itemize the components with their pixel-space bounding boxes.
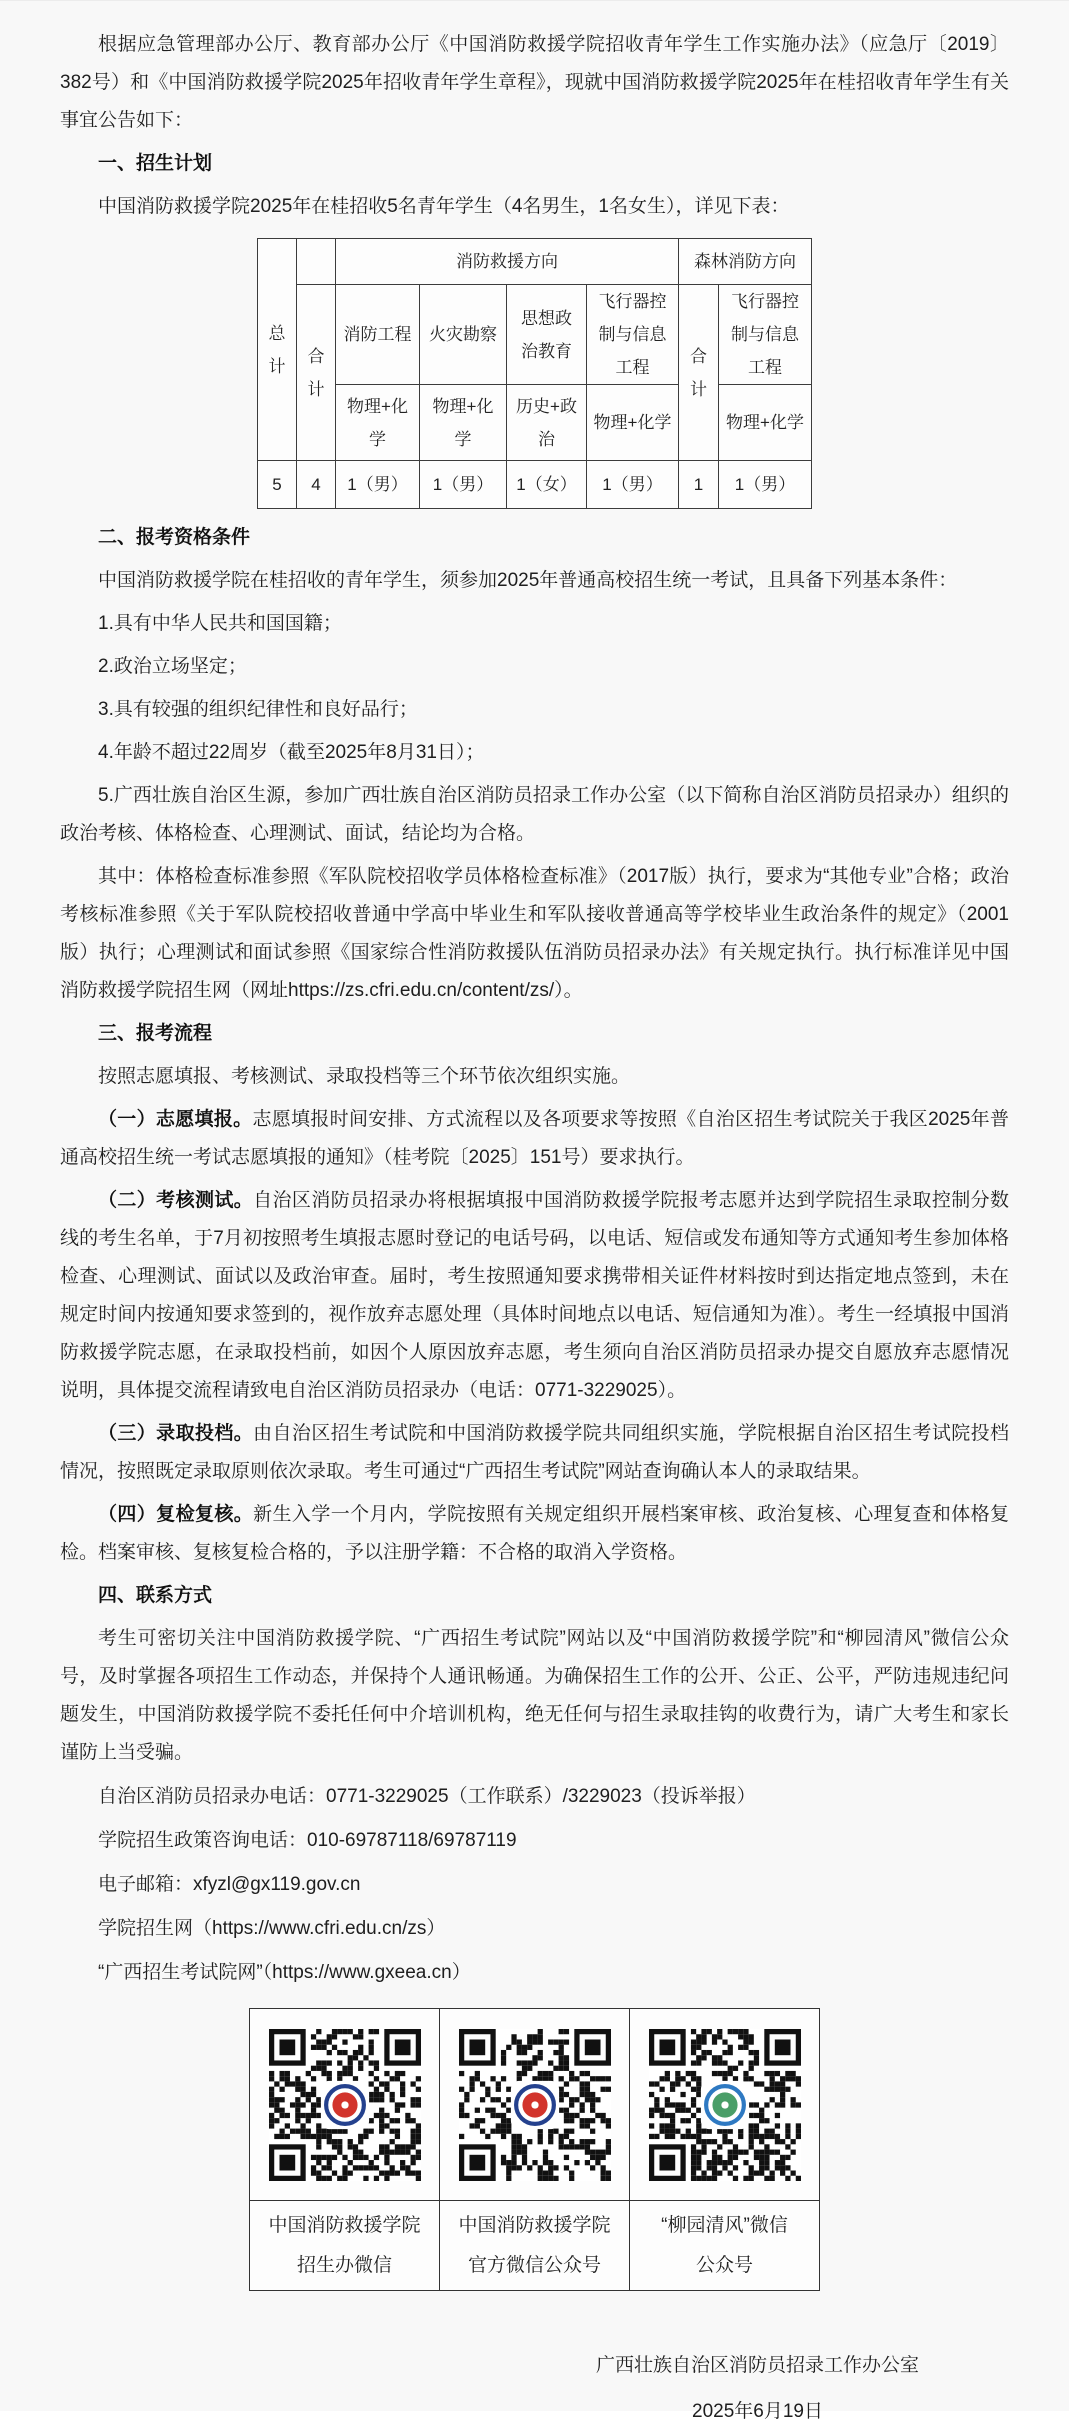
qr-cell xyxy=(250,2009,440,2201)
qr-caption xyxy=(630,2201,820,2291)
condition-item-5: 5.广西壮族自治区生源，参加广西壮族自治区消防员招录工作办公室（以下简称自治区消防员招录办）组织的政治考核、体格检查、心理测试、面试，结论均为合格。 xyxy=(60,785,1009,844)
qr-caption-line: 公众号 xyxy=(695,2254,753,2276)
section1-heading: 一、招生计划 xyxy=(98,153,213,174)
plan-quota-cell: 1（男） xyxy=(587,461,679,509)
step-label: （二）考核测试。 xyxy=(98,1190,254,1211)
plan-major-fire-engineering: 消防工程 xyxy=(336,285,420,385)
plan-quota-cell: 1（男） xyxy=(336,461,420,509)
plan-major-ideological-education: 思想政治教育 xyxy=(507,285,587,385)
section3-heading: 三、报考流程 xyxy=(98,1023,213,1044)
section4-paragraph: 考生可密切关注中国消防救援学院、“广西招生考试院”网站以及“中国消防救援学院”和“柳园清风”微信公众号，及时掌握各项招生工作动态，并保持个人通讯畅通。为确保招生工作的公开、公正、公平，严防违规违纪问题发生，中国消防救援学院不委托任何中介培训机构，绝无任何与招生录取挂钩的收费行为，请广大考生和家长谨防上当受骗。 xyxy=(60,1628,1009,1763)
section1-intro: 中国消防救援学院2025年在桂招收5名青年学生（4名男生，1名女生），详见下表： xyxy=(98,196,790,217)
qr-cell xyxy=(440,2009,630,2201)
table-row xyxy=(258,461,812,509)
signature-date: 2025年6月19日 xyxy=(692,2401,823,2422)
step-recheck-review xyxy=(60,1496,1009,1572)
qr-code-table xyxy=(249,2008,820,2291)
step-label: （四）复检复核。 xyxy=(98,1504,254,1525)
table-row xyxy=(250,2201,820,2291)
contact-phone-academy: 学院招生政策咨询电话：010-69787118/69787119 xyxy=(98,1830,517,1851)
plan-subtotal-fire-value: 4 xyxy=(297,461,336,509)
condition-item-2: 2.政治立场坚定； xyxy=(98,656,247,677)
plan-quota-cell: 1（男） xyxy=(719,461,812,509)
section3-intro: 按照志愿填报、考核测试、录取投档等三个环节依次组织实施。 xyxy=(98,1066,631,1087)
plan-quota-cell: 1（男） xyxy=(420,461,507,509)
step-label: （三）录取投档。 xyxy=(98,1423,254,1444)
plan-direction-fire-rescue: 消防救援方向 xyxy=(336,239,679,285)
condition-item-1: 1.具有中华人民共和国国籍； xyxy=(98,613,342,634)
plan-subtotal-forest-header: 合计 xyxy=(679,285,719,461)
section4-heading: 四、联系方式 xyxy=(98,1585,213,1606)
qr-caption xyxy=(250,2201,440,2291)
contact-email: 电子邮箱：xfyzl@gx119.gov.cn xyxy=(98,1874,361,1895)
qr-caption-line: 招生办微信 xyxy=(296,2254,392,2276)
intro-paragraph: 根据应急管理部办公厅、教育部办公厅《中国消防救援学院招收青年学生工作实施办法》（应急厅〔2019〕382号）和《中国消防救援学院2025年招收青年学生章程》，现就中国消防救援学院2025年在桂招收青年学生有关事宜公告如下： xyxy=(60,34,1009,131)
condition-note: 其中：体格检查标准参照《军队院校招收学员体格检查标准》（2017版）执行，要求为“其他专业”合格；政治考核标准参照《关于军队院校招收普通中学高中毕业生和军队接收普通高等学校毕业生政治条件的规定》（2001版）执行；心理测试和面试参照《国家综合性消防救援队伍消防员招录办法》有关规定执行。执行标准详见中国消防救援学院招生网（网址https://zs.cfri.edu.cn/content/zs/）。 xyxy=(60,866,1009,1001)
step-assessment-test xyxy=(60,1182,1009,1410)
table-row xyxy=(250,2009,820,2201)
qr-caption-line: 中国消防救援学院 xyxy=(268,2214,421,2236)
qr-code-official-wechat-icon xyxy=(459,2029,611,2181)
section2-heading: 二、报考资格条件 xyxy=(98,527,251,548)
signature-office: 广西壮族自治区消防员招录工作办公室 xyxy=(595,2355,919,2376)
plan-direction-forest-fire: 森林消防方向 xyxy=(679,239,812,285)
plan-major-aircraft-control-forest: 飞行器控制与信息工程 xyxy=(719,285,812,385)
contact-academy-website: 学院招生网（https://www.cfri.edu.cn/zs） xyxy=(98,1918,446,1939)
table-row xyxy=(258,239,812,285)
step-text: 新生入学一个月内，学院按照有关规定组织开展档案审核、政治复核、心理复查和体格复检。档案审核、复核复检合格的，予以注册学籍：不合格的取消入学资格。 xyxy=(60,1504,1009,1563)
contact-phone-recruit-office: 自治区消防员招录办电话：0771-3229025（工作联系）/3229023（投诉举报） xyxy=(98,1786,756,1807)
qr-code-liuyuan-qingfeng-icon xyxy=(649,2029,801,2181)
plan-subtotal-fire-header: 合计 xyxy=(297,285,336,461)
table-row xyxy=(258,285,812,385)
contact-gxeea-website: “广西招生考试院网”（https://www.gxeea.cn） xyxy=(98,1962,471,1983)
plan-major-fire-investigation: 火灾勘察 xyxy=(420,285,507,385)
plan-subjects-cell: 物理+化学 xyxy=(336,385,420,461)
step-label: （一）志愿填报。 xyxy=(98,1109,253,1130)
condition-item-3: 3.具有较强的组织纪律性和良好品行； xyxy=(98,699,418,720)
qr-caption xyxy=(440,2201,630,2291)
plan-empty-corner-cell xyxy=(297,239,336,285)
qr-caption-line: “柳园清风”微信 xyxy=(661,2214,788,2236)
qr-code-admissions-wechat-icon xyxy=(269,2029,421,2181)
plan-total-value: 5 xyxy=(258,461,297,509)
qr-caption-line: 中国消防救援学院 xyxy=(458,2214,611,2236)
plan-subjects-cell: 物理+化学 xyxy=(719,385,812,461)
step-admission-filing xyxy=(60,1415,1009,1491)
section2-intro: 中国消防救援学院在桂招收的青年学生，须参加2025年普通高校招生统一考试，且具备下列基本条件： xyxy=(98,570,958,591)
plan-subjects-cell: 物理+化学 xyxy=(420,385,507,461)
plan-subjects-cell: 物理+化学 xyxy=(587,385,679,461)
plan-total-header: 总计 xyxy=(258,239,297,461)
step-text: 由自治区招生考试院和中国消防救援学院共同组织实施，学院根据自治区招生考试院投档情况，按照既定录取原则依次录取。考生可通过“广西招生考试院”网站查询确认本人的录取结果。 xyxy=(60,1423,1009,1482)
step-volunteer-filling xyxy=(60,1101,1009,1177)
enrollment-plan-table xyxy=(257,238,812,509)
qr-caption-line: 官方微信公众号 xyxy=(467,2254,601,2276)
step-text: 自治区消防员招录办将根据填报中国消防救援学院报考志愿并达到学院招生录取控制分数线的考生名单，于7月初按照考生填报志愿时登记的电话号码，以电话、短信或发布通知等方式通知考生参加体格检查、心理测试、面试以及政治审查。届时，考生按照通知要求携带相关证件材料按时到达指定地点签到，未在规定时间内按通知要求签到的，视作放弃志愿处理（具体时间地点以电话、短信通知为准）。考生一经填报中国消防救援学院志愿，在录取投档前，如因个人原因放弃志愿，考生须向自治区消防员招录办提交自愿放弃志愿情况说明，具体提交流程请致电自治区消防员招录办（电话：0771-3229025）。 xyxy=(60,1190,1009,1401)
signature-block xyxy=(60,2343,1009,2435)
qr-cell xyxy=(630,2009,820,2201)
plan-subjects-cell: 历史+政治 xyxy=(507,385,587,461)
table-row xyxy=(258,385,812,461)
plan-subtotal-forest-value: 1 xyxy=(679,461,719,509)
step-text: 志愿填报时间安排、方式流程以及各项要求等按照《自治区招生考试院关于我区2025年普通高校招生统一考试志愿填报的通知》（桂考院〔2025〕151号）要求执行。 xyxy=(60,1109,1009,1168)
condition-item-4: 4.年龄不超过22周岁（截至2025年8月31日）； xyxy=(98,742,485,763)
plan-quota-cell: 1（女） xyxy=(507,461,587,509)
plan-major-aircraft-control-fire: 飞行器控制与信息工程 xyxy=(587,285,679,385)
